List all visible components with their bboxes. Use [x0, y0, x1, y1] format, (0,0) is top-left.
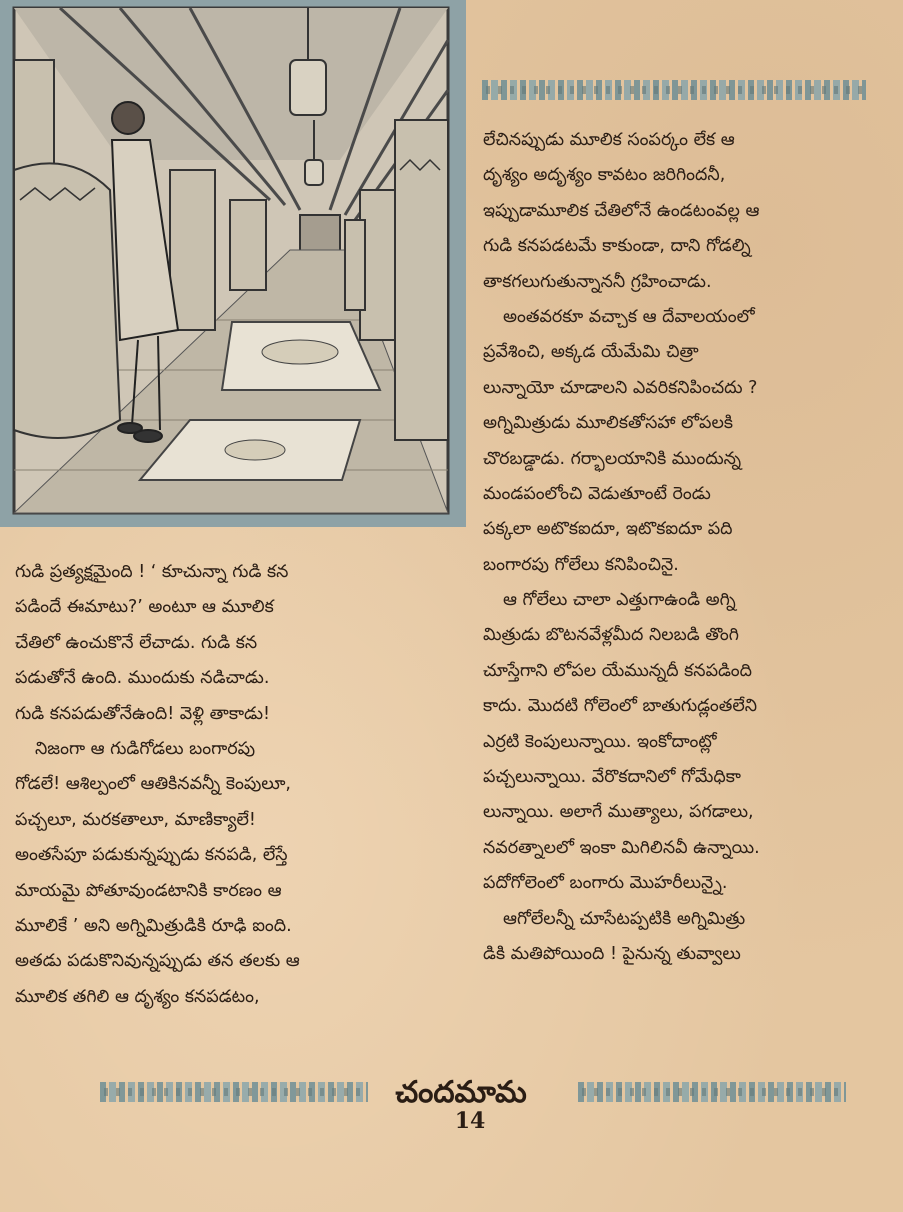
text-line: ఎర్రటి కెంపులున్నాయి. ఇంకోదాంట్లో: [483, 731, 717, 752]
text-line: లేచినప్పుడు మూలిక సంపర్కం లేక ఆ: [483, 130, 735, 150]
text-line: అగ్నిమిత్రుడు మూలికతోసహా లోపలకి: [483, 413, 733, 434]
temple-interior-illustration: [0, 0, 466, 527]
text-line: లున్నాయో చూడాలని ఎవరికనిపించదు ?: [483, 377, 758, 398]
footer-ornament-left: [100, 1082, 368, 1102]
text-line: గోడలే! ఆశిల్పంలో ఆతికినవన్నీ కెంపులూ,: [15, 774, 291, 795]
text-line: లున్నాయి. అలాగే ముత్యాలు, పగడాలు,: [483, 802, 754, 823]
text-line: పక్కలా అటొకఐదూ, ఇటొకఐదూ పది: [483, 519, 733, 540]
text-line: పడుతోనే ఉంది. ముందుకు నడిచాడు.: [15, 668, 270, 689]
text-line: నవరత్నాలలో ఇంకా మిగిలినవీ ఉన్నాయి.: [483, 837, 760, 858]
text-line: మండపంలోంచి వెడుతూంటే రెండు: [483, 483, 711, 504]
illustration-drawing: [0, 0, 466, 527]
left-text-column: [15, 555, 455, 1015]
text-line: డికి మతిపోయింది ! పైనున్న తువ్వాలు: [483, 943, 741, 964]
page-number: 14: [454, 1108, 486, 1134]
text-line: ఇప్పుడామూలిక చేతిలోనే ఉండటంవల్ల ఆ: [483, 200, 760, 221]
text-line: ఆగోలేలన్నీ చూసేటప్పటికి అగ్నిమిత్రు: [503, 908, 746, 929]
text-line: మిత్రుడు బొటనవేళ్లమీద నిలబడి తొంగి: [483, 625, 739, 646]
text-line: చూస్తేగాని లోపల యేమున్నదీ కనపడింది: [483, 660, 752, 681]
footer-ornament-right: [578, 1082, 846, 1102]
text-line: నిజంగా ఆ గుడిగోడలు బంగారపు: [35, 738, 256, 759]
text-line: దృశ్యం అదృశ్యం కావటం జరిగిందనీ,: [483, 165, 726, 186]
right-text-column: [483, 123, 893, 972]
text-line: కాదు. మొదటి గోలెంలో బాతుగుడ్లంతలేని: [483, 696, 758, 717]
text-line: అంతసేపూ పడుకున్నప్పుడు కనపడి, లేస్తే: [15, 845, 288, 866]
text-line: గుడి కనపడటమే కాకుండా, దాని గోడల్ని: [483, 236, 751, 257]
text-line: పచ్చలున్నాయి. వేరొకదానిలో గోమేధికా: [483, 767, 741, 788]
text-line: బంగారపు గోలేలు కనిపించినై.: [483, 554, 679, 575]
text-line: పచ్చలూ, మరకతాలూ, మాణిక్యాలే!: [15, 809, 256, 830]
text-line: గుడి కనపడుతోనేఉంది! వెళ్లి తాకాడు!: [15, 703, 271, 724]
text-line: అతడు పడుకొనివున్నప్పుడు తన తలకు ఆ: [15, 951, 300, 972]
text-line: పడిందే ఈమాటు?’ అంటూ ఆ మూలిక: [15, 597, 274, 618]
top-ornament-border: [482, 80, 866, 100]
text-line: మూలిక తగిలి ఆ దృశ్యం కనపడటం,: [15, 986, 260, 1007]
text-line: చొరబడ్డాడు. గర్భాలయానికి ముందున్న: [483, 448, 742, 469]
text-line: అంతవరకూ వచ్చాక ఆ దేవాలయంలో: [503, 306, 755, 327]
text-line: మాయమై పోతూవుండటానికి కారణం ఆ: [15, 880, 282, 901]
text-line: ప్రవేశించి, అక్కడ యేమేమి చిత్రా: [483, 342, 699, 363]
text-line: మూలికే ’ అని అగ్నిమిత్రుడికి రూఢి ఐంది.: [15, 915, 292, 936]
text-line: గుడి ప్రత్యక్షమైంది ! ‘ కూచున్నా గుడి కన: [15, 562, 289, 582]
text-line: పదోగోలెంలో బంగారు మొహరీలున్నై.: [483, 873, 728, 894]
text-line: చేతిలో ఉంచుకొనే లేచాడు. గుడి కన: [15, 632, 258, 653]
text-line: ఆ గోలేలు చాలా ఎత్తుగాఉండి అగ్ని: [503, 590, 736, 611]
magazine-title: చందమామ: [395, 1075, 527, 1110]
text-line: తాకగలుగుతున్నాననీ గ్రహించాడు.: [483, 271, 712, 292]
